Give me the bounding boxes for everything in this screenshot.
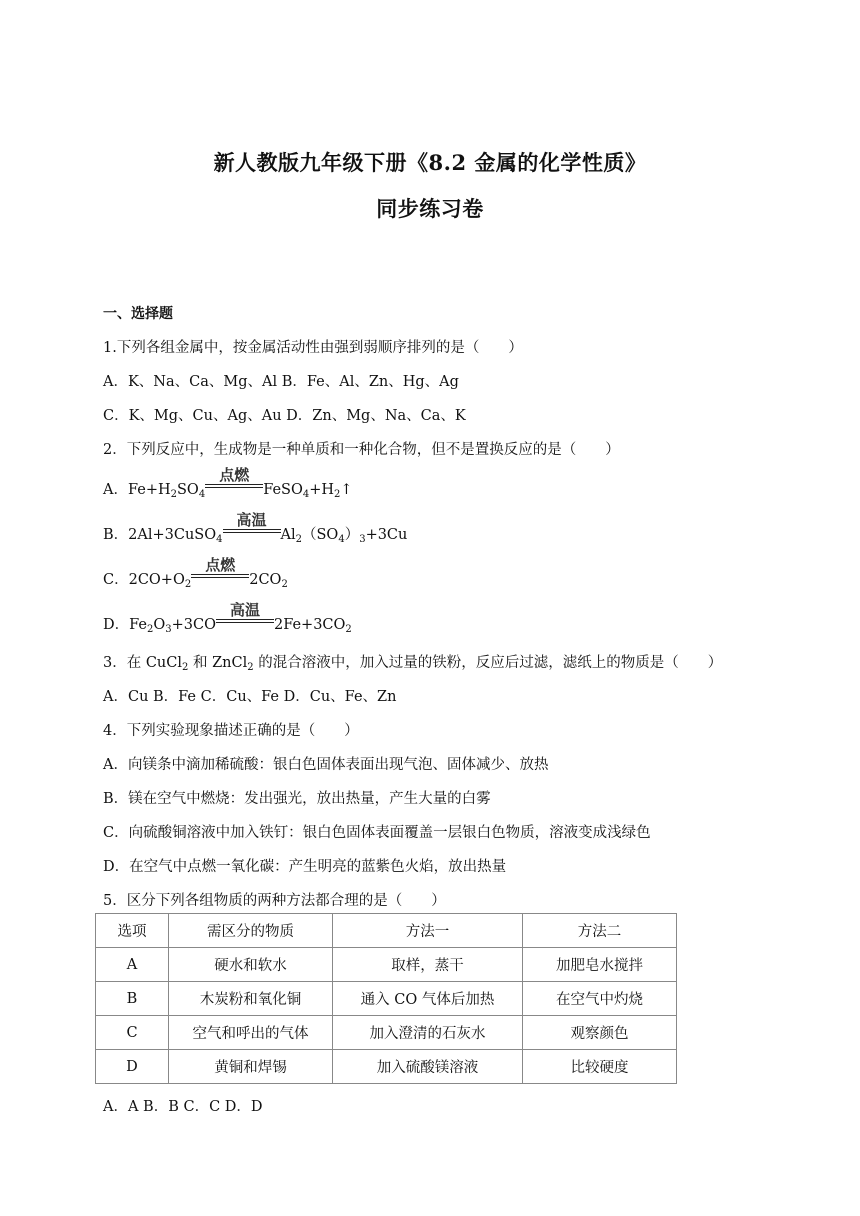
table-row <box>96 948 677 982</box>
reaction-condition-d: 高温 <box>216 615 274 629</box>
q3-stem: 3．在 CuCl$_2$ 和 ZnCl$_2$ 的混合溶液中，加入过量的铁粉，反应后过滤，滤纸上的物质是（ ） <box>103 655 723 673</box>
table-cell: 木炭粉和氧化铜 <box>169 982 333 1016</box>
table-cell: 加肥皂水搅拌 <box>523 948 677 982</box>
q4-option-b: B．镁在空气中燃烧：发出强光，放出热量，产生大量的白雾 <box>103 791 491 807</box>
table-cell: A <box>96 948 169 982</box>
reaction-condition-a: 点燃 <box>205 480 263 494</box>
q5-table <box>95 913 677 1084</box>
table-cell: 硬水和软水 <box>169 948 333 982</box>
q5-options: A．A B．B C．C D．D <box>103 1099 263 1115</box>
q2-stem: 2．下列反应中，生成物是一种单质和一种化合物，但不是置换反应的是（ ） <box>103 442 620 458</box>
table-cell: 在空气中灼烧 <box>523 982 677 1016</box>
q4-option-d: D．在空气中点燃一氧化碳：产生明亮的蓝紫色火焰，放出热量 <box>103 859 507 875</box>
table-cell: 比较硬度 <box>523 1050 677 1084</box>
q2-option-c: C．$2CO+O_2$ 点燃 $2CO_2$ <box>103 556 288 590</box>
table-cell: D <box>96 1050 169 1084</box>
table-cell: B <box>96 982 169 1016</box>
table-row <box>96 982 677 1016</box>
reaction-condition-c: 点燃 <box>191 570 249 584</box>
q5-stem: 5．区分下列各组物质的两种方法都合理的是（ ） <box>103 893 446 909</box>
q2-option-d: D．$Fe_2O_3+3CO$ 高温 $2Fe+3CO_2$ <box>103 601 352 635</box>
reaction-condition-b: 高温 <box>223 525 281 539</box>
table-cell: 通入 CO 气体后加热 <box>333 982 523 1016</box>
table-cell: 空气和呼出的气体 <box>169 1016 333 1050</box>
q1-options-cd: C．K、Mg、Cu、Ag、Au D．Zn、Mg、Na、Ca、K <box>103 408 466 424</box>
table-header-row <box>96 914 677 948</box>
doc-subtitle: 同步练习卷 <box>376 196 484 221</box>
table-cell: 加入澄清的石灰水 <box>333 1016 523 1050</box>
doc-title: 新人教版九年级下册《8.2 金属的化学性质》 <box>213 150 647 175</box>
q1-options-ab: A．K、Na、Ca、Mg、Al B．Fe、Al、Zn、Hg、Ag <box>103 374 459 390</box>
table-row <box>96 1050 677 1084</box>
section-heading: 一、选择题 <box>103 306 173 322</box>
table-header: 方法一 <box>333 914 523 948</box>
table-cell: 取样，蒸干 <box>333 948 523 982</box>
table-header: 需区分的物质 <box>169 914 333 948</box>
table-header: 方法二 <box>523 914 677 948</box>
table-cell: 观察颜色 <box>523 1016 677 1050</box>
gas-arrow-icon: ↑ <box>340 482 353 498</box>
table-row <box>96 1016 677 1050</box>
table-cell: C <box>96 1016 169 1050</box>
q4-option-c: C．向硫酸铜溶液中加入铁钉：银白色固体表面覆盖一层银白色物质，溶液变成浅绿色 <box>103 825 651 841</box>
q4-stem: 4．下列实验现象描述正确的是（ ） <box>103 723 359 739</box>
table-cell: 加入硫酸镁溶液 <box>333 1050 523 1084</box>
q2-option-a: A．$Fe+H_2SO_4$ 点燃 $FeSO_4+H_2↑$ <box>103 466 353 500</box>
q2-option-b: B．2Al+3CuSO$_4$ 高温 $Al_2(SO_4)_3+3Cu$ <box>103 511 408 545</box>
q4-option-a: A．向镁条中滴加稀硫酸：银白色固体表面出现气泡、固体减少、放热 <box>103 757 549 773</box>
table-cell: 黄铜和焊锡 <box>169 1050 333 1084</box>
q1-stem: 1.下列各组金属中，按金属活动性由强到弱顺序排列的是（ ） <box>103 340 523 356</box>
table-header: 选项 <box>96 914 169 948</box>
q3-options: A．Cu B．Fe C．Cu、Fe D．Cu、Fe、Zn <box>103 689 397 705</box>
